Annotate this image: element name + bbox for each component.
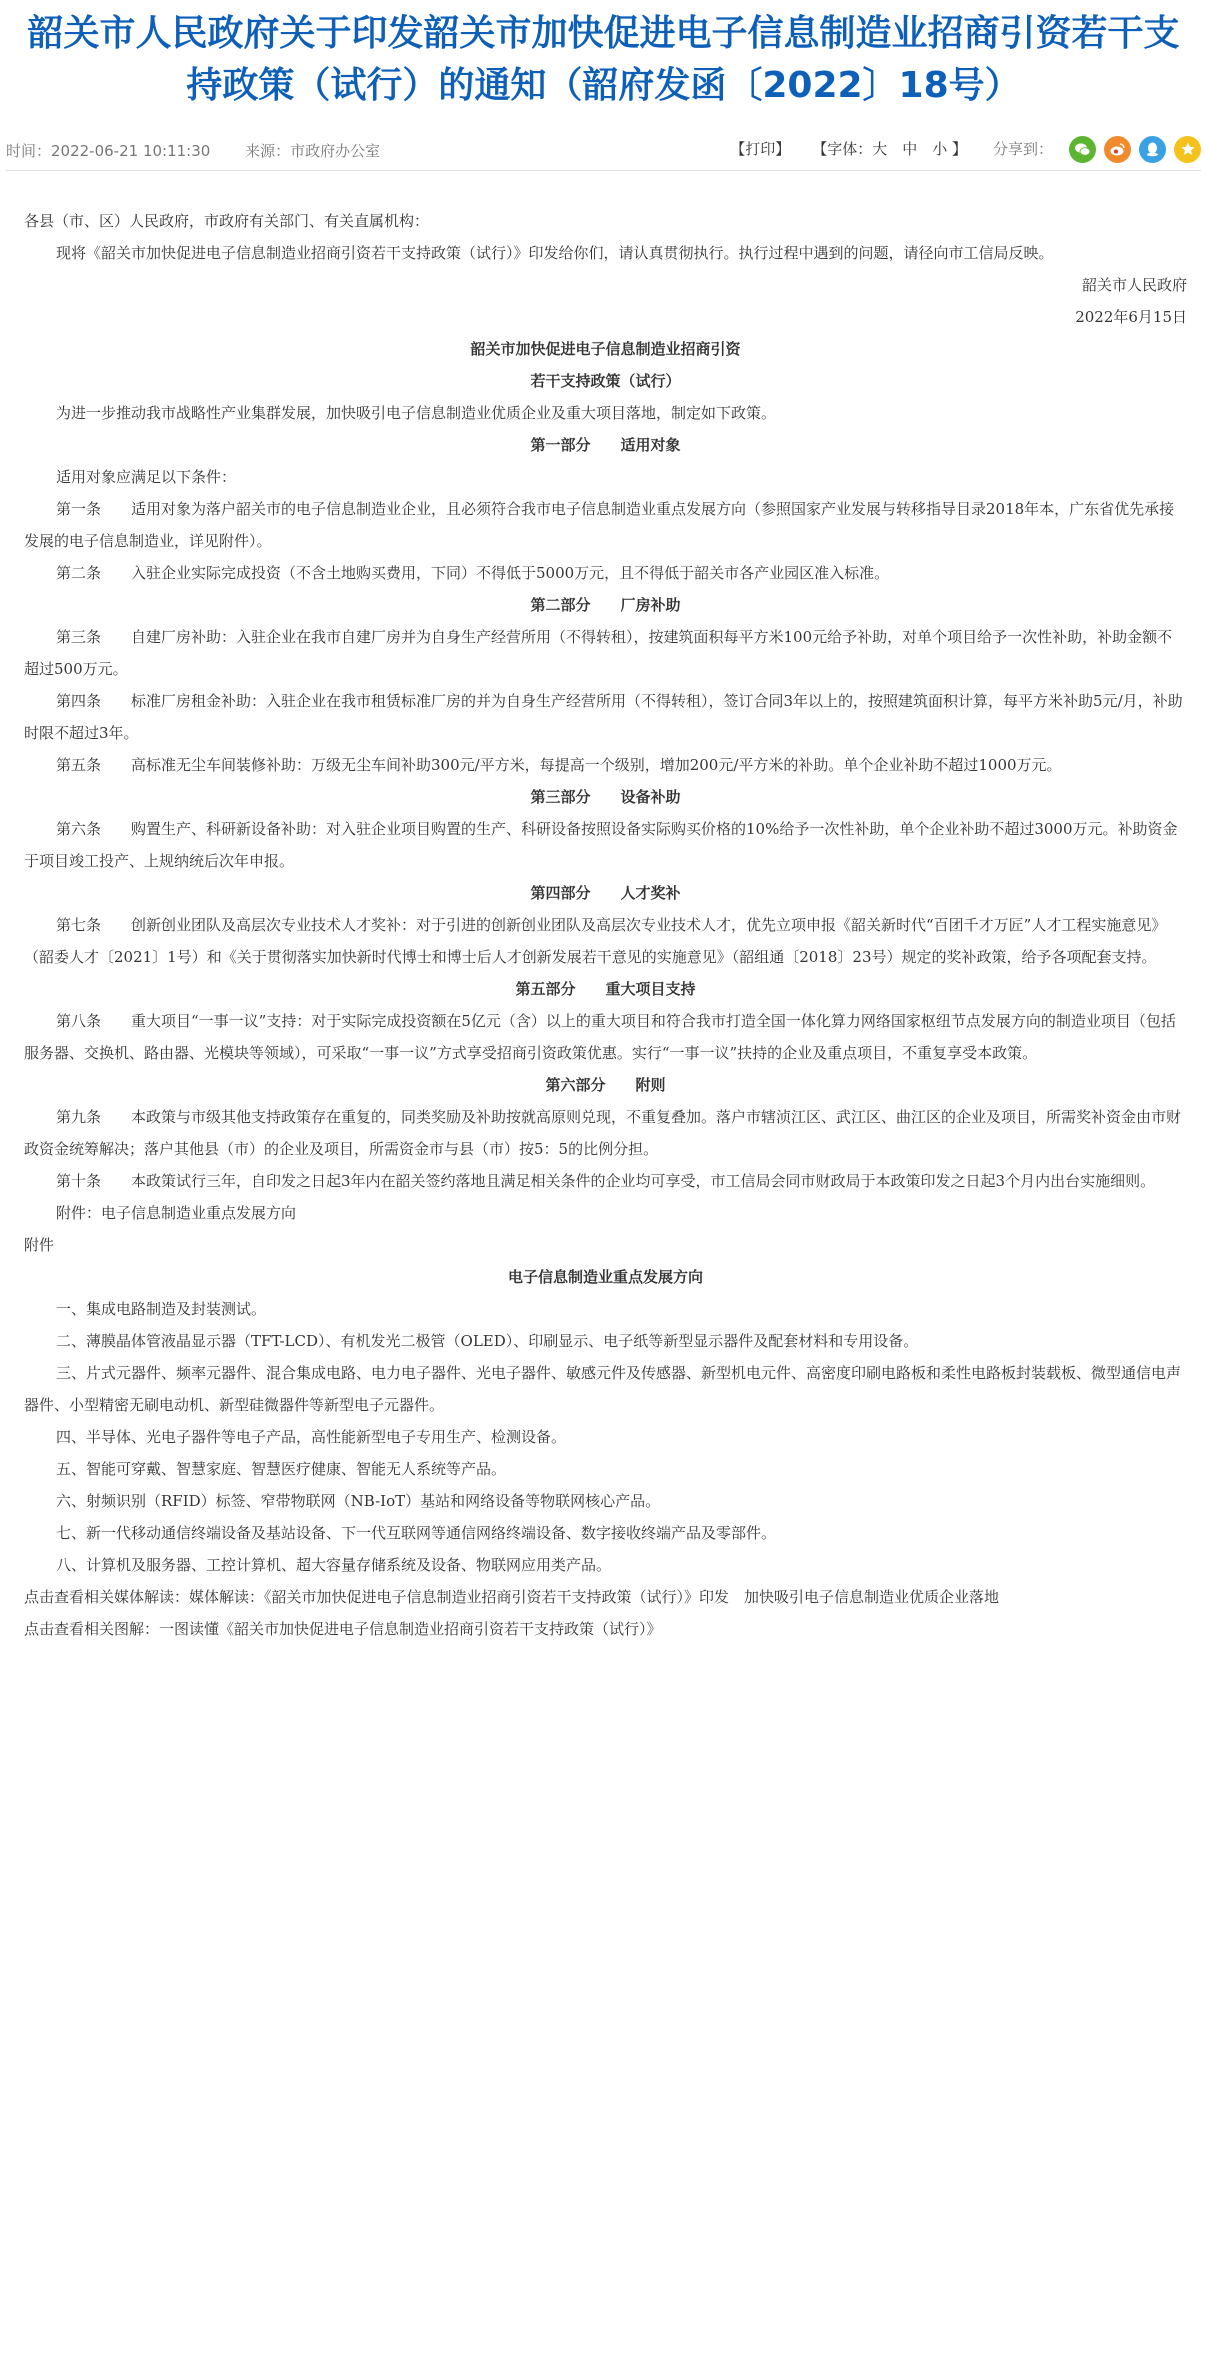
article-3: 第三条 自建厂房补助：入驻企业在我市自建厂房并为自身生产经营所用（不得转租），按建筑面积每平方米100元给予补助，对单个项目给予一次性补助，补助金额不超过500万元。 <box>24 628 1173 678</box>
part-heading: 第二部分 厂房补助 <box>530 596 681 614</box>
appendix-title: 电子信息制造业重点发展方向 <box>507 1268 703 1286</box>
related-graphic-link[interactable]: 点击查看相关图解：一图读懂《韶关市加快促进电子信息制造业招商引资若干支持政策（试行）》 <box>24 1620 662 1638</box>
appendix-item: 八、计算机及服务器、工控计算机、超大容量存储系统及设备、物联网应用类产品。 <box>56 1556 612 1574</box>
notice-addressee: 各县（市、区）人民政府，市政府有关部门、有关直属机构： <box>24 212 430 230</box>
weibo-icon[interactable] <box>1104 136 1131 163</box>
article-1: 第一条 适用对象为落户韶关市的电子信息制造业企业，且必须符合我市电子信息制造业重点发展方向（参照国家产业发展与转移指导目录2018年本，广东省优先承接发展的电子信息制造业，详见附件）。 <box>24 500 1175 550</box>
paragraph: 适用对象应满足以下条件： <box>56 468 237 486</box>
policy-title-line2: 若干支持政策（试行） <box>530 372 681 390</box>
appendix-item: 七、新一代移动通信终端设备及基站设备、下一代互联网等通信网络终端设备、数字接收终端产品及零部件。 <box>56 1524 777 1542</box>
font-size-options[interactable]: 【字体：大 中 小 】 <box>812 140 967 158</box>
meta-info <box>6 140 410 161</box>
article-6: 第六条 购置生产、科研新设备补助：对入驻企业项目购置的生产、科研设备按照设备实际购买价格的10%给予一次性补助，单个企业补助不超过3000万元。补助资金于项目竣工投产、上规纳统后次年申报。 <box>24 820 1178 870</box>
part-heading: 第五部分 重大项目支持 <box>515 980 696 998</box>
appendix-item: 六、射频识别（RFID）标签、窄带物联网（NB-IoT）基站和网络设备等物联网核心产品。 <box>56 1492 661 1510</box>
policy-title-line1: 韶关市加快促进电子信息制造业招商引资 <box>470 340 741 358</box>
share-label: 分享到： <box>992 140 1053 158</box>
appendix-item: 五、智能可穿戴、智慧家庭、智慧医疗健康、智能无人系统等产品。 <box>56 1460 507 1478</box>
favorite-star-icon[interactable] <box>1174 136 1201 163</box>
article-2: 第二条 入驻企业实际完成投资（不含土地购买费用，下同）不得低于5000万元，且不得低于韶关市各产业园区准入标准。 <box>56 564 890 582</box>
article-content <box>24 205 1187 1645</box>
article-4: 第四条 标准厂房租金补助：入驻企业在我市租赁标准厂房的并为自身生产经营所用（不得转租），签订合同3年以上的，按照建筑面积计算，每平方米补助5元/月，补助时限不超过3年。 <box>24 692 1183 742</box>
issue-date: 2022年6月15日 <box>1075 308 1187 326</box>
part-heading: 第三部分 设备补助 <box>530 788 681 806</box>
appendix-item: 一、集成电路制造及封装测试。 <box>56 1300 267 1318</box>
part-heading: 第六部分 附则 <box>545 1076 666 1094</box>
appendix-label: 附件 <box>24 1236 55 1254</box>
appendix-item: 四、半导体、光电子器件等电子产品，高性能新型电子专用生产、检测设备。 <box>56 1428 567 1446</box>
article-5: 第五条 高标准无尘车间装修补助：万级无尘车间补助300元/平方米，每提高一个级别，增加200元/平方米的补助。单个企业补助不超过1000万元。 <box>56 756 1062 774</box>
part-heading: 第一部分 适用对象 <box>530 436 681 454</box>
print-link[interactable]: 【打印】 <box>730 140 791 158</box>
wechat-icon[interactable] <box>1069 136 1096 163</box>
issuer: 韶关市人民政府 <box>1081 276 1187 294</box>
page-title: 韶关市人民政府关于印发韶关市加快促进电子信息制造业招商引资若干支持政策（试行）的通知（韶府发函〔2022〕18号） <box>27 13 1180 106</box>
notice-body: 现将《韶关市加快促进电子信息制造业招商引资若干支持政策（试行）》印发给你们，请认真贯彻执行。执行过程中遇到的问题，请径向市工信局反映。 <box>56 244 1054 262</box>
article-7: 第七条 创新创业团队及高层次专业技术人才奖补：对于引进的创新创业团队及高层次专业技术人才，优先立项申报《韶关新时代“百团千才万匠”人才工程实施意见》（韶委人才〔2021〕1号）和《关于贯彻落实加快新时代博士和博士后人才创新发展若干意见的实施意见》（韶组通〔2018〕23号）规定的奖补政策，给予各项配套支持。 <box>24 916 1167 966</box>
publish-time: 时间：2022-06-21 10:11:30 <box>6 142 211 160</box>
attachment-note: 附件：电子信息制造业重点发展方向 <box>56 1204 297 1222</box>
meta-tools <box>708 134 1201 164</box>
part-heading: 第四部分 人才奖补 <box>530 884 681 902</box>
article-meta-bar <box>6 134 1201 171</box>
policy-intro: 为进一步推动我市战略性产业集群发展，加快吸引电子信息制造业优质企业及重大项目落地，制定如下政策。 <box>56 404 777 422</box>
article-9: 第九条 本政策与市级其他支持政策存在重复的，同类奖励及补助按就高原则兑现，不重复叠加。落户市辖浈江区、武江区、曲江区的企业及项目，所需奖补资金由市财政资金统筹解决；落户其他县（市）的企业及项目，所需资金市与县（市）按5：5的比例分担。 <box>24 1108 1182 1158</box>
appendix-item: 三、片式元器件、频率元器件、混合集成电路、电力电子器件、光电子器件、敏感元件及传感器、新型机电元件、高密度印刷电路板和柔性电路板封装载板、微型通信电声器件、小型精密无刷电动机、新型硅微器件等新型电子元器件。 <box>24 1364 1182 1414</box>
qq-icon[interactable] <box>1139 136 1166 163</box>
related-media-link[interactable]: 点击查看相关媒体解读：媒体解读：《韶关市加快促进电子信息制造业招商引资若干支持政策（试行）》印发 加快吸引电子信息制造业优质企业落地 <box>24 1588 1000 1606</box>
article-10: 第十条 本政策试行三年，自印发之日起3年内在韶关签约落地且满足相关条件的企业均可享受，市工信局会同市财政局于本政策印发之日起3个月内出台实施细则。 <box>56 1172 1156 1190</box>
appendix-item: 二、薄膜晶体管液晶显示器（TFT-LCD）、有机发光二极管（OLED）、印刷显示、电子纸等新型显示器件及配套材料和专用设备。 <box>56 1332 919 1350</box>
article-8: 第八条 重大项目“一事一议”支持：对于实际完成投资额在5亿元（含）以上的重大项目和符合我市打造全国一体化算力网络国家枢纽节点发展方向的制造业项目（包括服务器、交换机、路由器、光模块等领域），可采取“一事一议”方式享受招商引资政策优惠。实行“一事一议”扶持的企业及重点项目，不重复享受本政策。 <box>24 1012 1176 1062</box>
source-label: 来源：市政府办公室 <box>245 142 381 160</box>
